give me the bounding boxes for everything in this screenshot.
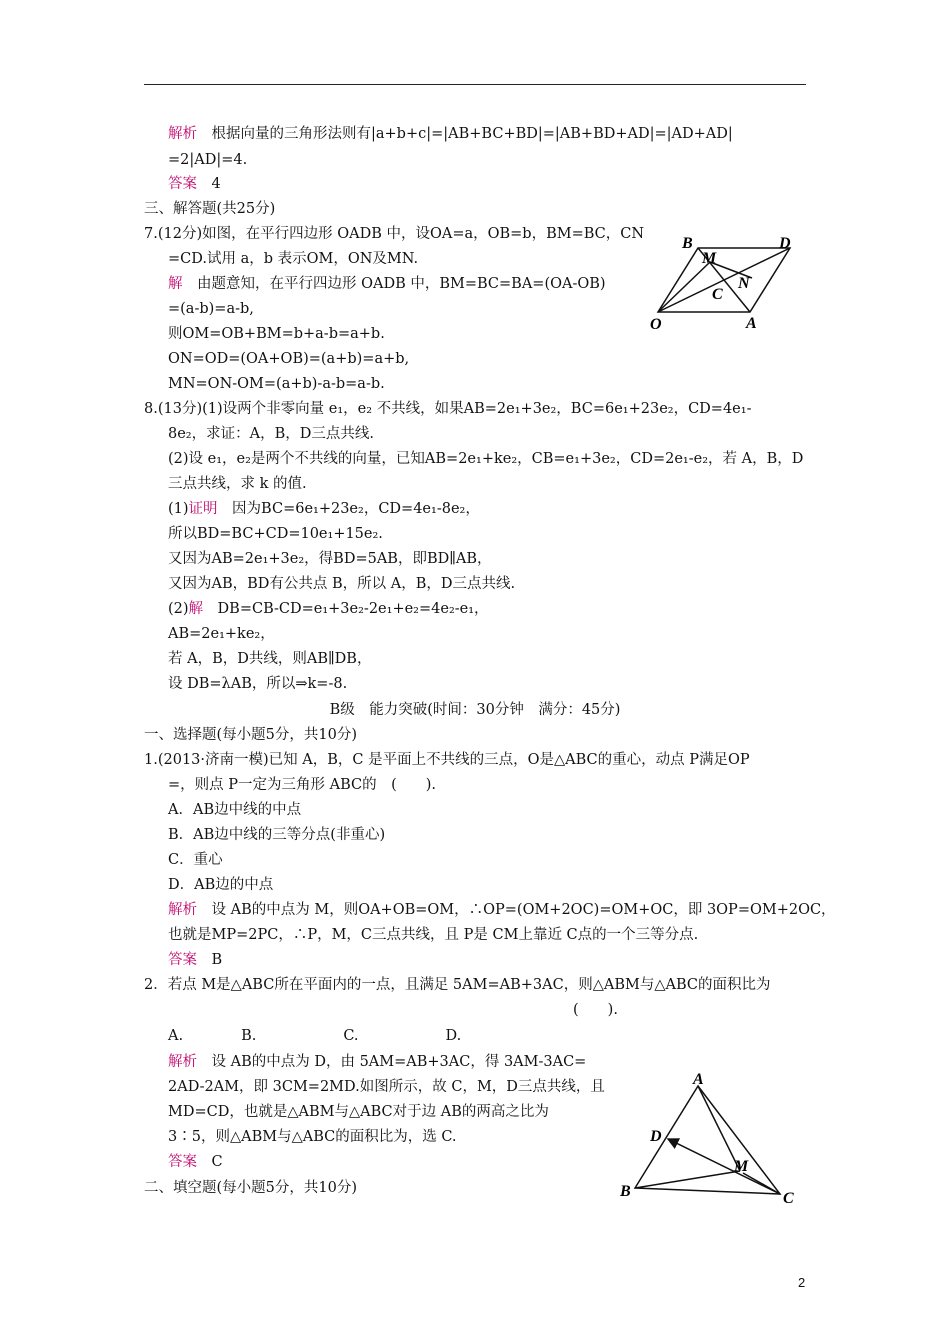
header-rule <box>144 84 806 85</box>
section-heading-3: 三、解答题(共25分) <box>144 201 276 217</box>
analysis-2-line3: MD=CD，也就是△ABM与△ABC对于边 AB的两高之比为 <box>168 1104 549 1120</box>
answer-2 <box>168 1152 223 1172</box>
label-m2: M <box>734 1158 749 1175</box>
line-3-text: 4 <box>211 176 221 192</box>
label-n: N <box>738 275 750 292</box>
answer-1-text: B <box>211 952 223 968</box>
tag-jie: 解 <box>168 276 183 292</box>
option-b: B．AB边中线的三等分点(非重心) <box>168 827 386 843</box>
solution-7-text: 由题意知，在平行四边形 OADB 中，BM=BC=BA=(OA-OB) <box>197 276 606 292</box>
proof-8-line1 <box>168 499 480 519</box>
label-m: M <box>702 250 717 267</box>
label-d: D <box>779 235 791 252</box>
solution-8-line3: 若 A，B，D共线，则AB∥DB， <box>168 651 372 667</box>
segment-cm <box>743 1173 780 1194</box>
label-a: A <box>746 315 757 332</box>
solution-8-line1 <box>168 599 489 619</box>
proof-8-line3: 又因为AB=2e₁+3e₂，得BD=5AB，即BD∥AB， <box>168 551 492 567</box>
tag-jiexi-3: 解析 <box>168 1054 197 1070</box>
problem-8-line1: 8.(13分)(1)设两个非零向量 e₁，e₂ 不共线，如果AB=2e₁+3e₂，BC=6e₁+23e₂，CD=4e₁- <box>144 401 752 417</box>
answer-2-text: C <box>211 1154 223 1170</box>
line-3 <box>168 174 221 194</box>
label-o: O <box>650 316 662 333</box>
level-b-heading: B级 能力突破(时间：30分钟 满分：45分) <box>329 702 621 718</box>
question-2-bracket: ( ). <box>573 1002 618 1018</box>
analysis-2-line1 <box>168 1052 586 1072</box>
triangle-figure <box>615 1068 805 1208</box>
answer-1 <box>168 950 222 970</box>
solution-7-line4: ON=OD=(OA+OB)=(a+b)=a+b, <box>168 351 410 367</box>
solution-8-line2: AB=2e₁+ke₂， <box>168 626 275 642</box>
proof-8-line4: 又因为AB，BD有公共点 B，所以 A，B，D三点共线. <box>168 576 516 592</box>
solution-7-line3: 则OM=OB+BM=b+a-b=a+b. <box>168 326 385 342</box>
label-b2: B <box>620 1183 631 1200</box>
tag-answer-2: 答案 <box>168 952 197 968</box>
question-1-line2: =，则点 P一定为三角形 ABC的 ( ). <box>168 777 437 793</box>
analysis-1-line2: 也就是MP=2PC，∴P，M，C三点共线，且 P是 CM上靠近 C点的一个三等分点. <box>168 927 699 943</box>
label-d2: D <box>650 1128 662 1145</box>
analysis-2-line2: 2AD-2AM，即 3CM=2MD.如图所示，故 C，M，D三点共线，且 <box>168 1079 605 1095</box>
proof-8-line2: 所以BD=BC+CD=10e₁+15e₂. <box>168 526 383 542</box>
section-heading-2: 二、填空题(每小题5分，共10分) <box>144 1180 357 1196</box>
option-d: D．AB边的中点 <box>168 877 274 893</box>
question-1-line1: 1.(2013·济南一模)已知 A，B，C 是平面上不共线的三点，O是△ABC的重心，动点 P满足OP <box>144 752 750 768</box>
label-c2: C <box>783 1190 794 1207</box>
label-a2: A <box>693 1071 704 1088</box>
problem-8-line4: 三点共线，求 k 的值. <box>168 476 307 492</box>
section-heading-1: 一、选择题(每小题5分，共10分) <box>144 727 357 743</box>
problem-7-line2: =CD.试用 a，b 表示OM，ON及MN. <box>168 251 419 267</box>
analysis-2-line4: 3∶5，则△ABM与△ABC的面积比为，选 C. <box>168 1129 457 1145</box>
analysis-2-text: 设 AB的中点为 D，由 5AM=AB+3AC，得 3AM-3AC= <box>211 1054 587 1070</box>
solution-7-line2: =(a-b)=a-b, <box>168 301 254 317</box>
tag-answer-3: 答案 <box>168 1154 197 1170</box>
label-c: C <box>712 286 723 303</box>
problem-8-line2: 8e₂，求证：A，B，D三点共线. <box>168 426 374 442</box>
question-2-options: A. B. C. D. <box>168 1028 462 1044</box>
tag-jiexi: 解析 <box>168 126 197 142</box>
parallelogram-figure <box>640 232 810 337</box>
problem-8-line3: (2)设 e₁，e₂是两个不共线的向量，已知AB=2e₁+ke₂，CB=e₁+3e₂，CD=2e₁-e₂，若 A，B，D <box>168 451 804 467</box>
tag-jie-2: 解 <box>188 601 204 617</box>
tag-proof: 证明 <box>188 501 218 517</box>
solution-8-prefix: (2) <box>168 601 189 617</box>
label-b: B <box>682 235 693 252</box>
proof-8-prefix: (1) <box>168 501 189 517</box>
problem-7-line1: 7.(12分)如图，在平行四边形 OADB 中，设OA=a，OB=b，BM=BC，CN <box>144 226 645 242</box>
solution-8-line4: 设 DB=λAB，所以⇒k=-8. <box>168 676 348 692</box>
solution-8-text: DB=CB-CD=e₁+3e₂-2e₁+e₂=4e₂-e₁， <box>217 601 489 617</box>
tag-answer: 答案 <box>168 176 197 192</box>
line-1-text: 根据向量的三角形法则有|a+b+c|=|AB+BC+BD|=|AB+BD+AD|=|AD+AD| <box>211 126 733 142</box>
solution-7-line1 <box>168 274 606 294</box>
line-1 <box>168 124 733 144</box>
solution-7-line5: MN=ON-OM=(a+b)-a-b=a-b. <box>168 376 385 392</box>
line-2: =2|AD|=4. <box>168 152 248 168</box>
tag-jiexi-2: 解析 <box>168 902 197 918</box>
question-2-line1: 2．若点 M是△ABC所在平面内的一点，且满足 5AM=AB+3AC，则△ABM与△ABC的面积比为 <box>144 977 771 993</box>
proof-8-text: 因为BC=6e₁+23e₂，CD=4e₁-8e₂， <box>232 501 480 517</box>
analysis-1-text: 设 AB的中点为 M，则OA+OB=OM，∴OP=(OM+2OC)=OM+OC，即 3OP=OM+2OC， <box>211 902 836 918</box>
analysis-1-line1 <box>168 900 836 920</box>
option-c: C．重心 <box>168 852 223 868</box>
page-number: 2 <box>798 1275 806 1290</box>
vector-cd <box>668 1139 780 1194</box>
segment-bm <box>635 1171 740 1188</box>
option-a: A．AB边中线的中点 <box>168 802 302 818</box>
